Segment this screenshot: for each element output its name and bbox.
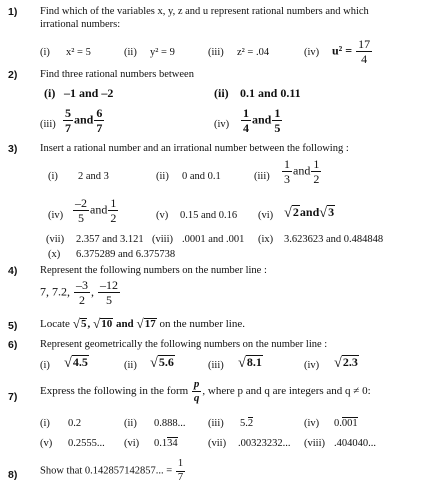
question-number: 2) (8, 69, 18, 81)
item-label: (viii) (152, 234, 173, 245)
item-label: (vii) (208, 438, 227, 449)
item-label: (iii) (208, 360, 224, 371)
item-label: (ii) (124, 47, 137, 58)
item-expression: .0001 and .001 (182, 234, 245, 245)
item-label: (iv) (48, 210, 64, 221)
item-label: (i) (48, 171, 58, 182)
item-label: (ii) (214, 86, 229, 100)
item-expression: u² = $\frac{17}{4}$ (332, 37, 371, 66)
question-number: 6) (8, 339, 18, 351)
item-label: (vi) (124, 438, 140, 449)
item-label: (iv) (304, 360, 320, 371)
question-number: 3) (8, 143, 18, 155)
item-label: (vii) (46, 234, 65, 245)
item-label: (i) (40, 360, 50, 371)
item-label: (iv) (304, 47, 320, 58)
item-expression: $\frac{5}{7}$ and $\frac{6}{7}$ (65, 106, 103, 135)
item-expression: 0.001 (334, 418, 358, 429)
question-number: 4) (8, 265, 18, 277)
item-expression: 0.888... (154, 418, 186, 429)
item-expression: z² = .04 (237, 47, 270, 58)
item-label: (ii) (156, 171, 169, 182)
item-expression: 0.1 and 0.11 (240, 86, 301, 100)
item-label: (v) (156, 210, 169, 221)
item-expression: 2.357 and 3.121 (76, 234, 144, 245)
item-expression: 0.2 (68, 418, 82, 429)
item-label: (iv) (304, 418, 320, 429)
item-label: (iv) (214, 119, 230, 130)
question-text: Represent the following numbers on the number line : (40, 265, 267, 276)
item-label: (ii) (124, 360, 137, 371)
question-text: Locate √5, √10 and √17 on the number line. (40, 316, 245, 331)
item-expression: 3.623623 and 0.484848 (284, 234, 384, 245)
item-expression: √2.3 (334, 355, 358, 371)
item-label: (i) (40, 418, 50, 429)
question-text: Express the following in the form $\frac{p}{q}$ , where p and q are integers and q ≠ 0: (40, 378, 371, 404)
item-expression: 0 and 0.1 (182, 171, 221, 182)
question-number: 1) (8, 6, 18, 18)
item-expression: 0.134 (154, 438, 178, 449)
item-expression: x² = 5 (66, 47, 91, 58)
item-label: (i) (44, 86, 56, 100)
item-expression: √2and√3 (284, 205, 335, 221)
item-label: (iii) (254, 171, 270, 182)
item-expression: $\frac{-2}{5}$ and $\frac{1}{2}$ (75, 196, 117, 225)
item-expression: $\frac{1}{4}$ and $\frac{1}{5}$ (243, 106, 281, 135)
item-label: (ii) (124, 418, 137, 429)
question-number: 5) (8, 320, 18, 332)
question-text: Show that 0.142857142857... = $\frac{1}{7}$ (40, 458, 184, 483)
item-expression: 7, 7.2, $\frac{-3}{2}$ , $\frac{-12}{5}$ (40, 278, 118, 307)
item-label: (iii) (208, 418, 224, 429)
question-number: 8) (8, 469, 18, 481)
question-text: Insert a rational number and an irrational number between the following : (40, 143, 349, 154)
item-expression: 5.2 (240, 418, 254, 429)
item-expression: .404040... (334, 438, 376, 449)
question-text: Represent geometrically the following numbers on the number line : (40, 339, 328, 350)
question-text: irrational numbers: (40, 19, 121, 30)
item-expression: √4.5 (64, 355, 88, 371)
item-label: (i) (40, 47, 50, 58)
question-text: Find three rational numbers between (40, 69, 194, 80)
item-expression: .00323232... (238, 438, 291, 449)
item-label: (iii) (40, 119, 56, 130)
item-label: (x) (48, 249, 61, 260)
question-text: Find which of the variables x, y, z and u represent rational numbers and which (40, 6, 369, 17)
item-expression: 2 and 3 (78, 171, 109, 182)
item-expression: √5.6 (150, 355, 174, 371)
item-expression: $\frac{1}{3}$ and $\frac{1}{2}$ (284, 157, 320, 186)
item-expression: 6.375289 and 6.375738 (76, 249, 176, 260)
item-label: (ix) (258, 234, 274, 245)
item-expression: 0.2555... (68, 438, 105, 449)
item-expression: –1 and –2 (64, 86, 114, 100)
item-label: (v) (40, 438, 53, 449)
item-expression: √8.1 (238, 355, 262, 371)
item-label: (vi) (258, 210, 274, 221)
item-expression: 0.15 and 0.16 (180, 210, 238, 221)
item-expression: y² = 9 (150, 47, 175, 58)
question-number: 7) (8, 391, 18, 403)
item-label: (iii) (208, 47, 224, 58)
item-label: (viii) (304, 438, 325, 449)
